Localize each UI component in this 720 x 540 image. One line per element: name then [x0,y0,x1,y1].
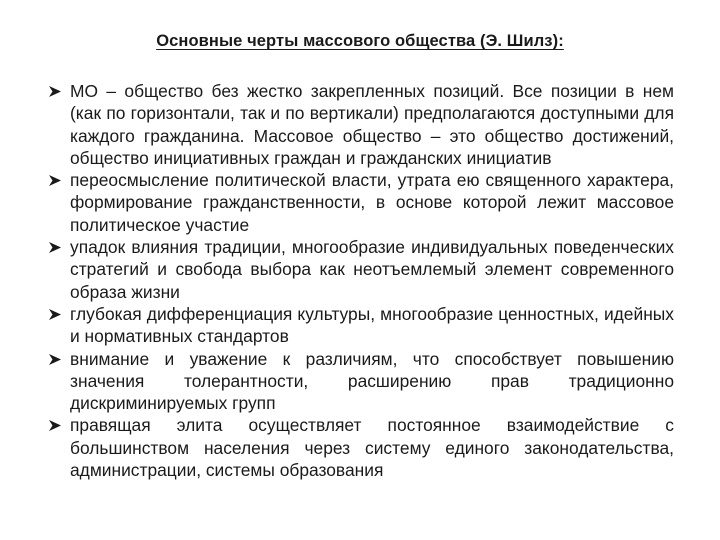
list-item [48,169,674,236]
list-item-text: внимание и уважение к различиям, что способствует повышению значения толерантности, расширению прав традиционно дискриминируемых групп [70,348,674,414]
list-item [48,236,674,303]
arrowhead-bullet-icon [48,174,62,187]
list-item-text: упадок влияния традиции, многообразие индивидуальных поведенческих стратегий и свобода выбора как неотъемлемый элемент современного образа жизни [70,237,674,302]
list-item [48,303,674,348]
arrowhead-bullet-icon [48,353,62,366]
list-item [48,414,674,481]
list-item-text: МО – общество без жестко закрепленных позиций. Все позиции в нем (как по горизонтали, так и по вертикали) предполагаются доступными для каждого гражданина. Массовое общество – это общество достижений, общество инициативных граждан и гражданских инициатив [70,81,674,168]
bullet-list [48,80,674,481]
list-item-text: переосмысление политической власти, утрата ею священного характера, формирование гражданственности, в основе которой лежит массовое политическое участие [70,170,674,235]
arrowhead-bullet-icon [48,419,62,432]
arrowhead-bullet-icon [48,85,62,98]
list-item-text: правящая элита осуществляет постоянное взаимодействие с большинством населения через систему единого законодательства, администрации, системы образования [70,415,674,481]
list-item [48,348,674,415]
list-item [48,80,674,169]
arrowhead-bullet-icon [48,308,62,321]
slide-title: Основные черты массового общества (Э. Шилз): [156,32,564,50]
list-item-text: глубокая дифференциация культуры, многообразие ценностных, идейных и нормативных стандартов [70,303,674,347]
arrowhead-bullet-icon [48,241,62,254]
